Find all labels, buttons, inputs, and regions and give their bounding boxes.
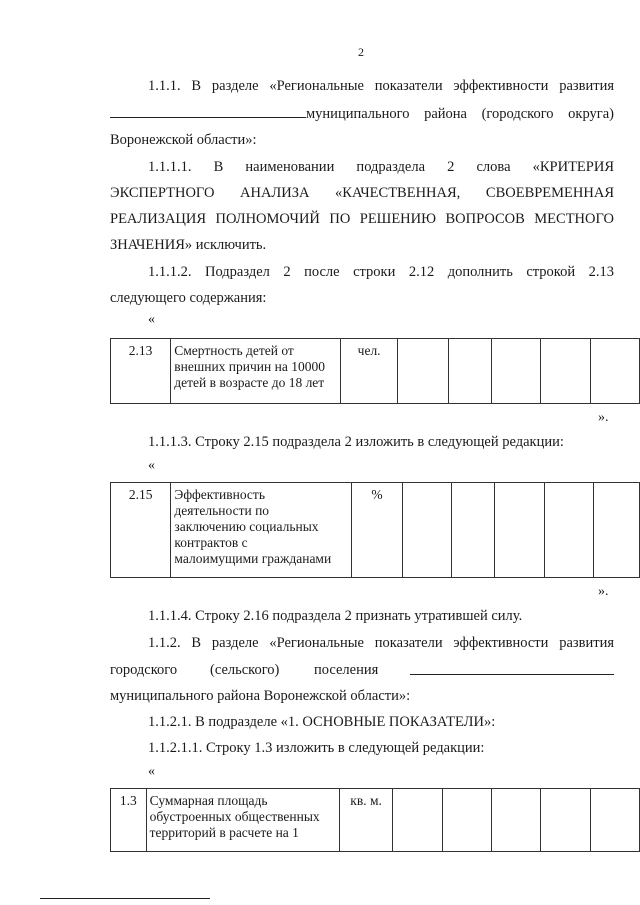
table-row-1-3 bbox=[110, 788, 640, 852]
indicator-name-line: территорий в расчете на 1 bbox=[149, 825, 299, 840]
empty-cell bbox=[544, 483, 594, 578]
indicator-name-line: Эффективность bbox=[174, 487, 265, 502]
paragraph-3-line-2: следующего содержания: bbox=[110, 290, 267, 306]
indicator-name-line: деятельности по bbox=[174, 503, 270, 518]
paragraph-1-line-3: Воронежской области»: bbox=[110, 132, 257, 148]
empty-cell bbox=[449, 339, 492, 404]
indicator-name-line: обустроенных общественных bbox=[149, 809, 320, 824]
indicator-name bbox=[171, 483, 352, 578]
paragraph-7: 1.1.2.1. В подразделе «1. ОСНОВНЫЕ ПОКАЗАТЕЛИ»: bbox=[148, 714, 496, 730]
indicator-name-line: малоимущими гражданами bbox=[174, 551, 332, 566]
empty-cell bbox=[398, 339, 449, 404]
indicator-name bbox=[146, 789, 339, 852]
indicator-name-line: Смертность детей от bbox=[174, 343, 294, 358]
empty-cell bbox=[590, 789, 639, 852]
page-number: 2 bbox=[358, 45, 364, 59]
paragraph-5: 1.1.1.4. Строку 2.16 подраздела 2 признать утратившей силу. bbox=[148, 608, 523, 624]
empty-cell bbox=[402, 483, 452, 578]
empty-cell bbox=[495, 483, 545, 578]
indicator-name-line: заключению социальных bbox=[174, 519, 319, 534]
paragraph-8: 1.1.2.1.1. Строку 1.3 изложить в следующей редакции: bbox=[148, 740, 485, 756]
empty-cell bbox=[492, 339, 541, 404]
indicator-name bbox=[171, 339, 341, 404]
open-quote-2: « bbox=[148, 458, 155, 473]
indicator-name-line: детей в возрасте до 18 лет bbox=[174, 375, 325, 390]
open-quote-3: « bbox=[148, 764, 155, 779]
empty-cell bbox=[541, 339, 590, 404]
paragraph-6-line-3: муниципального района Воронежской области»: bbox=[110, 688, 411, 704]
blank-underline bbox=[110, 105, 306, 118]
unit: кв. м. bbox=[339, 789, 392, 852]
indicator-name-line: Суммарная площадь bbox=[149, 793, 268, 808]
unit: чел. bbox=[340, 339, 397, 404]
word-selskogo: (сельского) bbox=[210, 662, 280, 678]
table-row-2-15 bbox=[110, 482, 640, 578]
indicator-name-line: внешних причин на 10000 bbox=[174, 359, 325, 374]
paragraph-1-line-2-text: муниципального района (городского округа) bbox=[306, 106, 614, 122]
paragraph-3-line-1: 1.1.1.2. Подраздел 2 после строки 2.12 дополнить строкой 2.13 bbox=[148, 264, 614, 280]
unit: % bbox=[352, 483, 402, 578]
empty-cell bbox=[594, 483, 640, 578]
paragraph-2-line-3: РЕАЛИЗАЦИЯ ПОЛНОМОЧИЙ ПО РЕШЕНИЮ ВОПРОСОВ МЕСТНОГО bbox=[110, 211, 614, 227]
empty-cell bbox=[442, 789, 491, 852]
open-quote-1: « bbox=[148, 312, 155, 327]
paragraph-4: 1.1.1.3. Строку 2.15 подраздела 2 изложить в следующей редакции: bbox=[148, 434, 564, 450]
footnote-separator bbox=[40, 898, 210, 899]
empty-cell bbox=[541, 789, 590, 852]
paragraph-1-line-1: 1.1.1. В разделе «Региональные показатели эффективности развития bbox=[148, 78, 614, 94]
paragraph-2-line-1: 1.1.1.1. В наименовании подраздела 2 слова «КРИТЕРИЯ bbox=[148, 159, 614, 175]
paragraph-1-line-2 bbox=[110, 104, 614, 124]
empty-cell bbox=[491, 789, 540, 852]
word-poseleniya: поселения bbox=[314, 662, 379, 678]
word-gorodskogo: городского bbox=[110, 662, 178, 678]
row-number: 2.13 bbox=[111, 339, 171, 404]
blank-underline bbox=[410, 662, 614, 675]
close-quote-1: ». bbox=[598, 410, 609, 425]
row-number: 2.15 bbox=[111, 483, 171, 578]
paragraph-6-line-1: 1.1.2. В разделе «Региональные показатели эффективности развития bbox=[148, 635, 614, 651]
empty-cell bbox=[590, 339, 639, 404]
empty-cell bbox=[393, 789, 442, 852]
empty-cell bbox=[452, 483, 495, 578]
table-row-2-13 bbox=[110, 338, 640, 404]
paragraph-2-line-4: ЗНАЧЕНИЯ» исключить. bbox=[110, 237, 267, 253]
close-quote-2: ». bbox=[598, 584, 609, 599]
row-number: 1.3 bbox=[111, 789, 147, 852]
paragraph-2-line-2: ЭКСПЕРТНОГО АНАЛИЗА «КАЧЕСТВЕННАЯ, СВОЕВРЕМЕННАЯ bbox=[110, 185, 614, 201]
indicator-name-line: контрактов с bbox=[174, 535, 248, 550]
